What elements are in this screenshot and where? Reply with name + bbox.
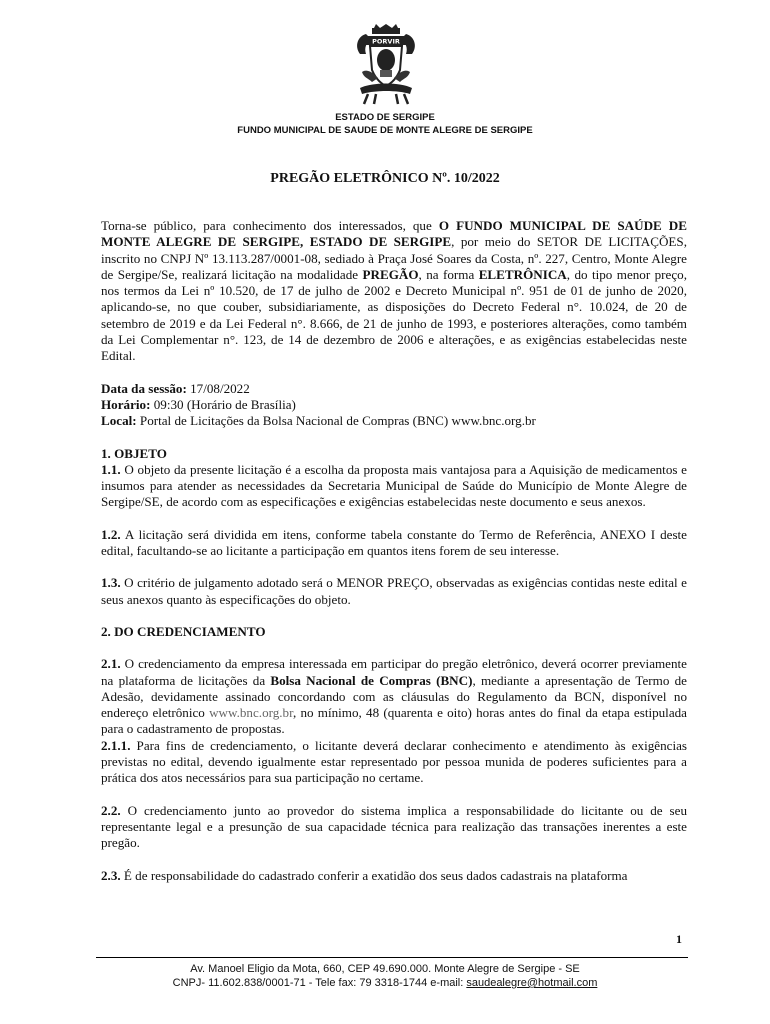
clause-text: É de responsabilidade do cadastrado conferir a exatidão dos seus dados cadastrais na plataforma bbox=[120, 867, 628, 883]
footer-email-link[interactable]: saudealegre@hotmail.com bbox=[466, 977, 598, 989]
intro-modality: PREGÃO bbox=[362, 266, 419, 282]
session-time-value: 09:30 (Horário de Brasília) bbox=[150, 396, 296, 412]
session-date-value: 17/08/2022 bbox=[186, 380, 250, 396]
clause-1-2 bbox=[101, 527, 687, 560]
page-number: 1 bbox=[676, 932, 682, 946]
clause-2-1-1 bbox=[101, 738, 687, 787]
clause-number: 2.2. bbox=[101, 802, 121, 818]
footer-address: Av. Manoel Eligio da Mota, 660, CEP 49.690.000. Monte Alegre de Sergipe - SE bbox=[190, 963, 580, 975]
clause-number: 2.1. bbox=[101, 656, 121, 672]
intro-form: ELETRÔNICA bbox=[478, 266, 567, 282]
session-place-label: Local: bbox=[101, 413, 137, 429]
clause-number: 1.3. bbox=[101, 575, 121, 591]
clause-1-1 bbox=[101, 462, 687, 511]
clause-text: A licitação será dividida em itens, conforme tabela constante do Termo de Referência, ANEXO I deste edital, facultando-se ao licitante a participação em quantos itens forem de seu interesse. bbox=[101, 526, 687, 559]
clause-text: O credenciamento da empresa interessada em participar do pregão eletrônico, deverá ocorrer previamente na plataforma de licitações da bbox=[101, 656, 687, 688]
footer-contact bbox=[0, 977, 770, 989]
section-2-heading bbox=[101, 624, 687, 640]
session-time bbox=[101, 397, 687, 413]
bnc-name: Bolsa Nacional de Compras (BNC) bbox=[270, 672, 473, 688]
intro-entity-name: O FUNDO MUNICIPAL DE SAÚDE DE MONTE ALEGRE DE SERGIPE, ESTADO DE SERGIPE bbox=[101, 218, 687, 250]
clause-number: 2.1.1. bbox=[101, 737, 131, 753]
session-date-label: Data da sessão: bbox=[101, 380, 187, 396]
intro-text-1: Torna-se público, para conhecimento dos interessados, que bbox=[101, 218, 439, 233]
session-place-value: Portal de Licitações da Bolsa Nacional de Compras (BNC) www.bnc.org.br bbox=[136, 413, 536, 429]
document-body bbox=[101, 218, 687, 884]
intro-paragraph bbox=[101, 218, 687, 365]
clause-number: 1.2. bbox=[101, 526, 121, 542]
section-2-title: 2. DO CREDENCIAMENTO bbox=[101, 623, 266, 639]
clause-text: Para fins de credenciamento, o licitante deverá declarar conhecimento e atendimento às exigências previstas no edital, devendo igualmente estar representado por pessoa munida de poderes suficientes para a prática dos atos necessários para sua participação no certame. bbox=[101, 737, 687, 786]
bnc-website-link[interactable]: www.bnc.org.br bbox=[209, 705, 293, 721]
section-1-heading bbox=[101, 446, 687, 462]
document-title: PREGÃO ELETRÔNICO Nº. 10/2022 bbox=[270, 171, 500, 186]
clause-number: 2.3. bbox=[101, 867, 121, 883]
intro-text-2: , por meio do SETOR DE LICITAÇÕES, inscrito no CNPJ Nº 13.113.287/0001-08, sediado à Praça José Soares da Costa, nº. 227, Centro, Monte Alegre de Sergipe/Se, realizará licitação na modalidade bbox=[101, 234, 687, 282]
clause-text: , mediante a apresentação de Termo de Adesão, devidamente assinado concordando com as cláusulas do Regulamento da BCN, disponível no endereço eletrônico bbox=[101, 672, 687, 721]
intro-text-4: , do tipo menor preço, nos termos da Lei nº 10.520, de 17 de julho de 2002 e Decreto Municipal nº. 951 de 01 de junho de 2020, aplicando-se, no que couber, subsidiariamente, as disposições do Decreto Federal n°. 10.024, de 20 de setembro de 2019 e da Lei Federal n°. 8.666, de 21 de junho de 1993, e posteriores alterações, como também da Lei Complementar n°. 123, de 14 de dezembro de 2006 e alterações, e as exigências estabelecidas neste Edital. bbox=[101, 266, 687, 364]
session-place bbox=[101, 413, 687, 429]
footer-divider bbox=[96, 957, 688, 958]
clause-2-2 bbox=[101, 803, 687, 852]
municipal-crest-logo bbox=[350, 24, 422, 106]
crest-banner-text: PORVIR bbox=[372, 37, 400, 46]
clause-1-3 bbox=[101, 575, 687, 608]
section-1-title: 1. OBJETO bbox=[101, 445, 167, 461]
clause-text: O critério de julgamento adotado será o MENOR PREÇO, observadas as exigências contidas neste edital e seus anexos quanto às especificações do objeto. bbox=[101, 575, 687, 607]
clause-2-3 bbox=[101, 868, 687, 884]
clause-number: 1.1. bbox=[101, 461, 121, 477]
session-time-label: Horário: bbox=[101, 396, 151, 412]
session-date bbox=[101, 381, 687, 397]
clause-text: , no mínimo, 48 (quarenta e oito) horas antes do final da etapa estipulada para o cadastramento de propostas. bbox=[101, 705, 687, 737]
clause-text: O objeto da presente licitação é a escolha da proposta mais vantajosa para a Aquisição de medicamentos e insumos para atender as necessidades da Secretaria Municipal de Saúde do Município de Monte Alegre de Sergipe/SE, de acordo com as especificações e exigências estabelecidas neste documento e seus anexos. bbox=[101, 461, 687, 510]
footer-contact-text: CNPJ- 11.602.838/0001-71 - Tele fax: 79 3318-1744 e-mail: bbox=[172, 977, 467, 989]
clause-2-1 bbox=[101, 656, 687, 737]
header-fund-name: FUNDO MUNICIPAL DE SAUDE DE MONTE ALEGRE DE SERGIPE bbox=[237, 125, 533, 136]
intro-text-3: , na forma bbox=[418, 266, 479, 282]
header-state: ESTADO DE SERGIPE bbox=[335, 112, 435, 123]
clause-text: O credenciamento junto ao provedor do sistema implica a responsabilidade do licitante ou de seu representante legal e a presunção de sua capacidade técnica para realização das transações inerentes a este pregão. bbox=[101, 802, 687, 851]
